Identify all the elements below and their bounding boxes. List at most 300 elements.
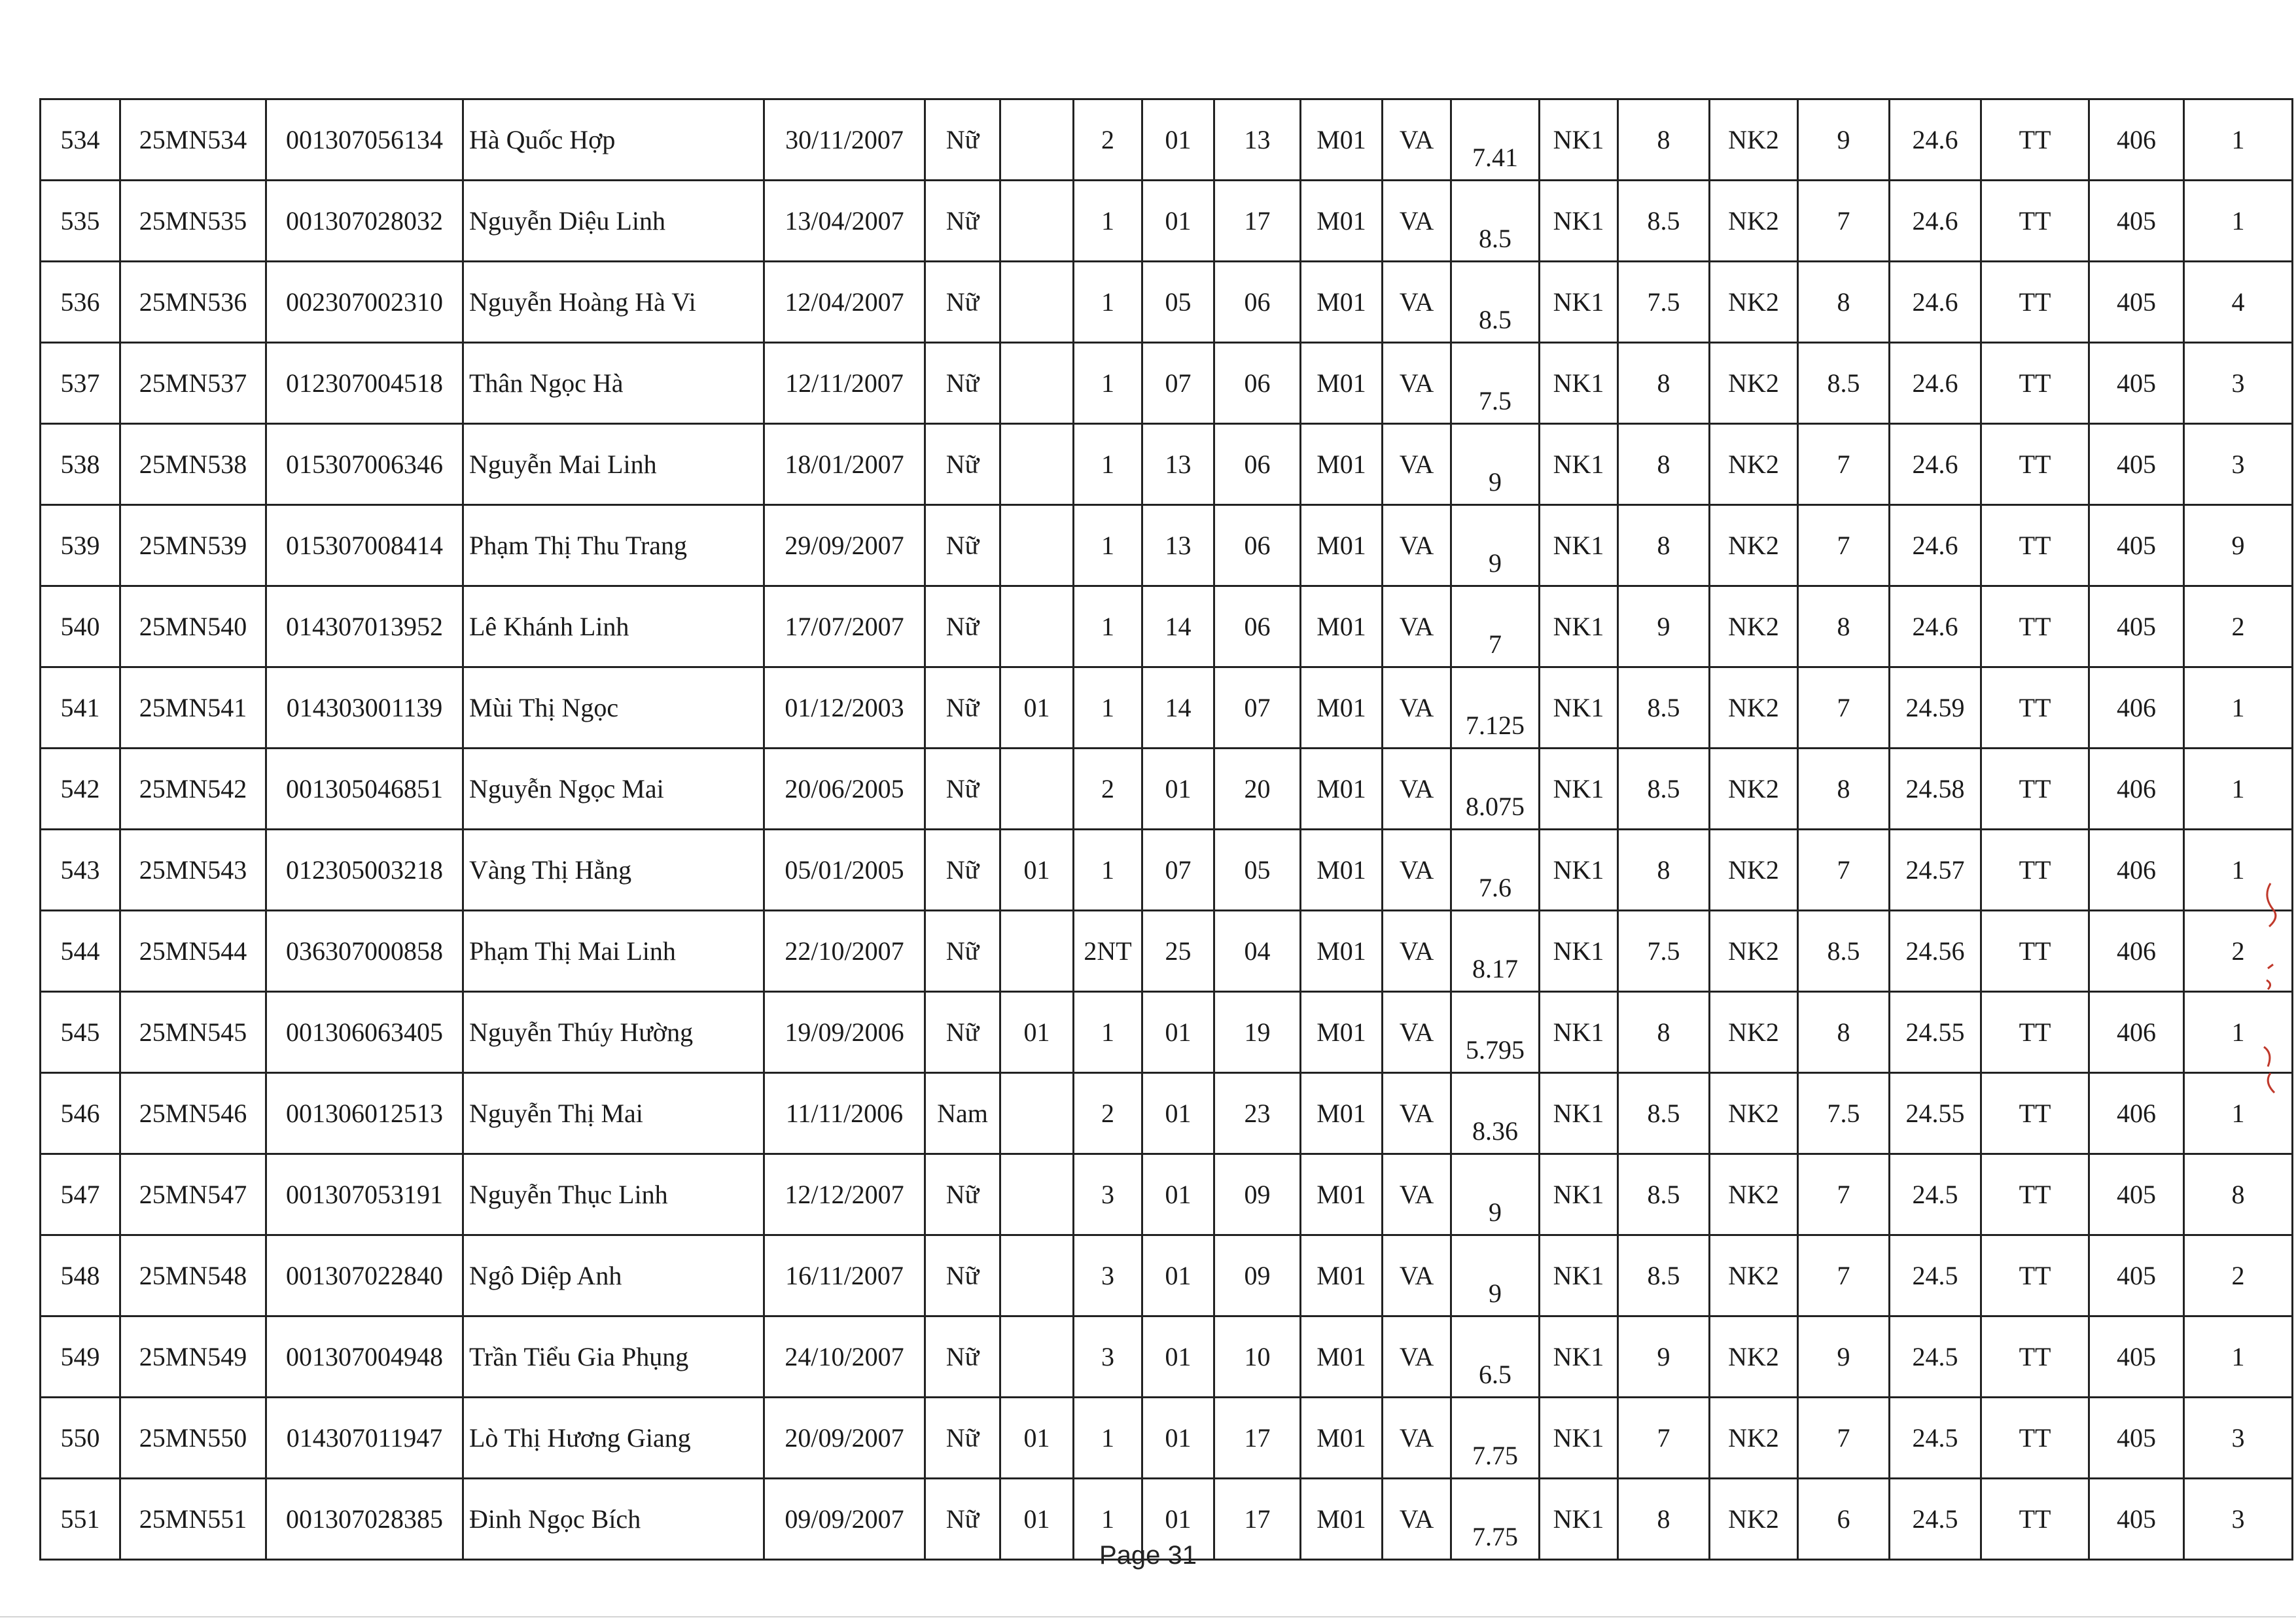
cell-district: 23 bbox=[1214, 1073, 1301, 1154]
cell-nk1-score: 8.5 bbox=[1618, 1073, 1710, 1154]
cell-order: 9 bbox=[2184, 505, 2293, 586]
cell-nk1-score: 8.5 bbox=[1618, 749, 1710, 830]
cell-total-score: 24.57 bbox=[1890, 830, 1981, 911]
cell-total-score: 24.6 bbox=[1890, 424, 1981, 505]
cell-va-score: 8.075 bbox=[1451, 749, 1540, 830]
cell-subject-combo: M01 bbox=[1301, 1235, 1383, 1316]
cell-sbd: 25MN536 bbox=[120, 262, 266, 343]
cell-nk1-label: NK1 bbox=[1540, 181, 1618, 262]
cell-room: 405 bbox=[2089, 343, 2184, 424]
cell-va-score: 9 bbox=[1451, 1154, 1540, 1235]
cell-sbd: 25MN544 bbox=[120, 911, 266, 992]
cell-nk1-label: NK1 bbox=[1540, 830, 1618, 911]
cell-area: 1 bbox=[1074, 667, 1142, 749]
cell-result: TT bbox=[1981, 1235, 2089, 1316]
table-row bbox=[41, 99, 2293, 181]
cell-nk2-label: NK2 bbox=[1710, 830, 1798, 911]
cell-order: 2 bbox=[2184, 586, 2293, 667]
cell-result: TT bbox=[1981, 586, 2089, 667]
cell-priority-object bbox=[1000, 181, 1074, 262]
cell-id-number: 001307028032 bbox=[266, 181, 463, 262]
cell-result: TT bbox=[1981, 343, 2089, 424]
cell-area: 3 bbox=[1074, 1316, 1142, 1398]
cell-va-label: VA bbox=[1383, 505, 1451, 586]
scan-edge-line bbox=[0, 1616, 2296, 1617]
cell-full-name: Nguyễn Diệu Linh bbox=[463, 181, 764, 262]
cell-subject-combo: M01 bbox=[1301, 830, 1383, 911]
cell-priority-object bbox=[1000, 424, 1074, 505]
cell-district: 13 bbox=[1214, 99, 1301, 181]
cell-order: 8 bbox=[2184, 1154, 2293, 1235]
cell-area: 1 bbox=[1074, 1398, 1142, 1479]
cell-nk2-label: NK2 bbox=[1710, 424, 1798, 505]
cell-stt: 535 bbox=[41, 181, 120, 262]
cell-nk2-label: NK2 bbox=[1710, 1479, 1798, 1560]
cell-subject-combo: M01 bbox=[1301, 911, 1383, 992]
cell-nk1-label: NK1 bbox=[1540, 1479, 1618, 1560]
cell-id-number: 001306012513 bbox=[266, 1073, 463, 1154]
cell-va-score: 7 bbox=[1451, 586, 1540, 667]
cell-id-number: 002307002310 bbox=[266, 262, 463, 343]
cell-id-number: 001307053191 bbox=[266, 1154, 463, 1235]
cell-order: 1 bbox=[2184, 181, 2293, 262]
cell-full-name: Nguyễn Thục Linh bbox=[463, 1154, 764, 1235]
cell-nk2-label: NK2 bbox=[1710, 262, 1798, 343]
cell-province: 01 bbox=[1142, 1154, 1214, 1235]
cell-va-score: 7.125 bbox=[1451, 667, 1540, 749]
cell-birth-date: 24/10/2007 bbox=[764, 1316, 925, 1398]
cell-order: 1 bbox=[2184, 1073, 2293, 1154]
cell-stt: 550 bbox=[41, 1398, 120, 1479]
cell-area: 2NT bbox=[1074, 911, 1142, 992]
cell-district: 06 bbox=[1214, 424, 1301, 505]
cell-gender: Nữ bbox=[925, 911, 1000, 992]
cell-sbd: 25MN549 bbox=[120, 1316, 266, 1398]
cell-result: TT bbox=[1981, 505, 2089, 586]
cell-va-label: VA bbox=[1383, 992, 1451, 1073]
cell-province: 05 bbox=[1142, 262, 1214, 343]
cell-district: 17 bbox=[1214, 1398, 1301, 1479]
cell-gender: Nữ bbox=[925, 749, 1000, 830]
cell-total-score: 24.5 bbox=[1890, 1316, 1981, 1398]
cell-province: 13 bbox=[1142, 505, 1214, 586]
cell-stt: 534 bbox=[41, 99, 120, 181]
cell-birth-date: 05/01/2005 bbox=[764, 830, 925, 911]
cell-subject-combo: M01 bbox=[1301, 586, 1383, 667]
cell-subject-combo: M01 bbox=[1301, 343, 1383, 424]
cell-priority-object bbox=[1000, 1073, 1074, 1154]
cell-result: TT bbox=[1981, 262, 2089, 343]
cell-order: 1 bbox=[2184, 992, 2293, 1073]
cell-va-label: VA bbox=[1383, 424, 1451, 505]
cell-district: 17 bbox=[1214, 1479, 1301, 1560]
cell-nk1-label: NK1 bbox=[1540, 586, 1618, 667]
table-row bbox=[41, 1073, 2293, 1154]
cell-subject-combo: M01 bbox=[1301, 1479, 1383, 1560]
cell-province: 01 bbox=[1142, 992, 1214, 1073]
cell-stt: 551 bbox=[41, 1479, 120, 1560]
cell-birth-date: 20/09/2007 bbox=[764, 1398, 925, 1479]
cell-total-score: 24.6 bbox=[1890, 343, 1981, 424]
cell-order: 1 bbox=[2184, 667, 2293, 749]
cell-result: TT bbox=[1981, 424, 2089, 505]
cell-district: 09 bbox=[1214, 1235, 1301, 1316]
cell-room: 405 bbox=[2089, 1154, 2184, 1235]
cell-gender: Nữ bbox=[925, 424, 1000, 505]
cell-result: TT bbox=[1981, 749, 2089, 830]
cell-room: 405 bbox=[2089, 586, 2184, 667]
cell-district: 06 bbox=[1214, 262, 1301, 343]
cell-nk1-label: NK1 bbox=[1540, 992, 1618, 1073]
cell-nk1-label: NK1 bbox=[1540, 424, 1618, 505]
table-row bbox=[41, 262, 2293, 343]
cell-va-score: 6.5 bbox=[1451, 1316, 1540, 1398]
cell-nk1-label: NK1 bbox=[1540, 99, 1618, 181]
cell-district: 05 bbox=[1214, 830, 1301, 911]
cell-nk2-score: 7 bbox=[1798, 1398, 1890, 1479]
cell-gender: Nữ bbox=[925, 1398, 1000, 1479]
cell-nk2-label: NK2 bbox=[1710, 992, 1798, 1073]
cell-va-label: VA bbox=[1383, 911, 1451, 992]
cell-nk2-label: NK2 bbox=[1710, 181, 1798, 262]
cell-room: 405 bbox=[2089, 505, 2184, 586]
cell-nk1-score: 8.5 bbox=[1618, 667, 1710, 749]
cell-district: 06 bbox=[1214, 586, 1301, 667]
cell-nk1-score: 7.5 bbox=[1618, 262, 1710, 343]
cell-district: 06 bbox=[1214, 505, 1301, 586]
cell-va-score: 8.36 bbox=[1451, 1073, 1540, 1154]
cell-va-label: VA bbox=[1383, 667, 1451, 749]
cell-full-name: Nguyễn Thúy Hường bbox=[463, 992, 764, 1073]
cell-total-score: 24.55 bbox=[1890, 1073, 1981, 1154]
cell-province: 01 bbox=[1142, 1073, 1214, 1154]
cell-va-label: VA bbox=[1383, 749, 1451, 830]
cell-priority-object: 01 bbox=[1000, 992, 1074, 1073]
cell-birth-date: 22/10/2007 bbox=[764, 911, 925, 992]
table-row bbox=[41, 343, 2293, 424]
cell-nk1-score: 8.5 bbox=[1618, 181, 1710, 262]
cell-nk2-label: NK2 bbox=[1710, 749, 1798, 830]
cell-va-label: VA bbox=[1383, 1398, 1451, 1479]
cell-result: TT bbox=[1981, 1073, 2089, 1154]
cell-nk2-label: NK2 bbox=[1710, 667, 1798, 749]
cell-gender: Nữ bbox=[925, 99, 1000, 181]
cell-full-name: Nguyễn Hoàng Hà Vi bbox=[463, 262, 764, 343]
cell-nk1-score: 8 bbox=[1618, 343, 1710, 424]
cell-va-label: VA bbox=[1383, 1073, 1451, 1154]
cell-result: TT bbox=[1981, 1479, 2089, 1560]
cell-id-number: 014307011947 bbox=[266, 1398, 463, 1479]
cell-order: 2 bbox=[2184, 1235, 2293, 1316]
cell-gender: Nữ bbox=[925, 262, 1000, 343]
cell-order: 1 bbox=[2184, 749, 2293, 830]
cell-va-score: 7.75 bbox=[1451, 1398, 1540, 1479]
cell-full-name: Lò Thị Hương Giang bbox=[463, 1398, 764, 1479]
cell-sbd: 25MN542 bbox=[120, 749, 266, 830]
cell-nk2-label: NK2 bbox=[1710, 99, 1798, 181]
cell-room: 406 bbox=[2089, 1073, 2184, 1154]
cell-area: 1 bbox=[1074, 505, 1142, 586]
cell-subject-combo: M01 bbox=[1301, 1073, 1383, 1154]
cell-total-score: 24.59 bbox=[1890, 667, 1981, 749]
cell-nk2-score: 7 bbox=[1798, 1235, 1890, 1316]
cell-order: 3 bbox=[2184, 1479, 2293, 1560]
cell-nk1-label: NK1 bbox=[1540, 911, 1618, 992]
cell-va-score: 8.5 bbox=[1451, 181, 1540, 262]
cell-nk2-score: 8.5 bbox=[1798, 343, 1890, 424]
cell-area: 2 bbox=[1074, 749, 1142, 830]
cell-stt: 536 bbox=[41, 262, 120, 343]
cell-gender: Nữ bbox=[925, 1154, 1000, 1235]
cell-va-label: VA bbox=[1383, 1316, 1451, 1398]
cell-nk2-score: 8.5 bbox=[1798, 911, 1890, 992]
cell-full-name: Phạm Thị Mai Linh bbox=[463, 911, 764, 992]
cell-priority-object bbox=[1000, 262, 1074, 343]
cell-va-score: 7.6 bbox=[1451, 830, 1540, 911]
cell-room: 405 bbox=[2089, 1479, 2184, 1560]
cell-nk1-score: 8 bbox=[1618, 424, 1710, 505]
cell-gender: Nữ bbox=[925, 667, 1000, 749]
cell-order: 1 bbox=[2184, 99, 2293, 181]
cell-subject-combo: M01 bbox=[1301, 424, 1383, 505]
cell-nk1-label: NK1 bbox=[1540, 749, 1618, 830]
cell-id-number: 001307028385 bbox=[266, 1479, 463, 1560]
cell-district: 20 bbox=[1214, 749, 1301, 830]
cell-birth-date: 12/04/2007 bbox=[764, 262, 925, 343]
cell-total-score: 24.6 bbox=[1890, 262, 1981, 343]
table-row bbox=[41, 1154, 2293, 1235]
cell-full-name: Đinh Ngọc Bích bbox=[463, 1479, 764, 1560]
cell-va-score: 9 bbox=[1451, 424, 1540, 505]
cell-total-score: 24.5 bbox=[1890, 1235, 1981, 1316]
cell-gender: Nữ bbox=[925, 181, 1000, 262]
cell-nk2-label: NK2 bbox=[1710, 1398, 1798, 1479]
cell-nk2-score: 7 bbox=[1798, 1154, 1890, 1235]
cell-gender: Nữ bbox=[925, 1316, 1000, 1398]
cell-nk1-label: NK1 bbox=[1540, 1235, 1618, 1316]
cell-priority-object: 01 bbox=[1000, 830, 1074, 911]
table-row bbox=[41, 992, 2293, 1073]
cell-full-name: Nguyễn Thị Mai bbox=[463, 1073, 764, 1154]
table-row bbox=[41, 667, 2293, 749]
cell-nk2-label: NK2 bbox=[1710, 1073, 1798, 1154]
cell-room: 405 bbox=[2089, 1235, 2184, 1316]
cell-id-number: 015307006346 bbox=[266, 424, 463, 505]
cell-full-name: Nguyễn Mai Linh bbox=[463, 424, 764, 505]
cell-nk2-label: NK2 bbox=[1710, 343, 1798, 424]
cell-va-label: VA bbox=[1383, 262, 1451, 343]
cell-nk2-score: 7 bbox=[1798, 667, 1890, 749]
cell-priority-object bbox=[1000, 343, 1074, 424]
cell-area: 3 bbox=[1074, 1235, 1142, 1316]
cell-order: 3 bbox=[2184, 1398, 2293, 1479]
cell-nk2-score: 7 bbox=[1798, 505, 1890, 586]
cell-stt: 549 bbox=[41, 1316, 120, 1398]
cell-priority-object bbox=[1000, 749, 1074, 830]
cell-total-score: 24.55 bbox=[1890, 992, 1981, 1073]
cell-nk1-score: 8 bbox=[1618, 505, 1710, 586]
cell-va-label: VA bbox=[1383, 1154, 1451, 1235]
cell-nk2-score: 8 bbox=[1798, 262, 1890, 343]
cell-province: 01 bbox=[1142, 181, 1214, 262]
cell-nk2-score: 7 bbox=[1798, 181, 1890, 262]
cell-birth-date: 13/04/2007 bbox=[764, 181, 925, 262]
cell-sbd: 25MN534 bbox=[120, 99, 266, 181]
cell-nk1-label: NK1 bbox=[1540, 1154, 1618, 1235]
cell-full-name: Hà Quốc Hợp bbox=[463, 99, 764, 181]
cell-order: 3 bbox=[2184, 343, 2293, 424]
cell-area: 1 bbox=[1074, 262, 1142, 343]
cell-result: TT bbox=[1981, 1154, 2089, 1235]
cell-nk1-score: 7.5 bbox=[1618, 911, 1710, 992]
cell-sbd: 25MN539 bbox=[120, 505, 266, 586]
cell-result: TT bbox=[1981, 1316, 2089, 1398]
cell-birth-date: 20/06/2005 bbox=[764, 749, 925, 830]
page-number: Page 31 bbox=[1099, 1541, 1197, 1570]
cell-province: 14 bbox=[1142, 586, 1214, 667]
cell-district: 07 bbox=[1214, 667, 1301, 749]
cell-id-number: 001307056134 bbox=[266, 99, 463, 181]
cell-total-score: 24.5 bbox=[1890, 1398, 1981, 1479]
cell-priority-object: 01 bbox=[1000, 1479, 1074, 1560]
cell-va-label: VA bbox=[1383, 586, 1451, 667]
cell-nk1-label: NK1 bbox=[1540, 1316, 1618, 1398]
cell-sbd: 25MN548 bbox=[120, 1235, 266, 1316]
cell-nk2-label: NK2 bbox=[1710, 1154, 1798, 1235]
cell-subject-combo: M01 bbox=[1301, 505, 1383, 586]
cell-province: 07 bbox=[1142, 830, 1214, 911]
cell-birth-date: 19/09/2006 bbox=[764, 992, 925, 1073]
cell-total-score: 24.56 bbox=[1890, 911, 1981, 992]
cell-order: 1 bbox=[2184, 1316, 2293, 1398]
cell-priority-object: 01 bbox=[1000, 667, 1074, 749]
table-row bbox=[41, 830, 2293, 911]
cell-province: 01 bbox=[1142, 749, 1214, 830]
cell-stt: 541 bbox=[41, 667, 120, 749]
cell-sbd: 25MN543 bbox=[120, 830, 266, 911]
cell-nk1-score: 8.5 bbox=[1618, 1154, 1710, 1235]
cell-province: 01 bbox=[1142, 1479, 1214, 1560]
cell-birth-date: 12/12/2007 bbox=[764, 1154, 925, 1235]
cell-area: 3 bbox=[1074, 1154, 1142, 1235]
cell-id-number: 012305003218 bbox=[266, 830, 463, 911]
cell-total-score: 24.58 bbox=[1890, 749, 1981, 830]
cell-va-score: 8.5 bbox=[1451, 262, 1540, 343]
table-row bbox=[41, 586, 2293, 667]
cell-id-number: 001305046851 bbox=[266, 749, 463, 830]
cell-order: 4 bbox=[2184, 262, 2293, 343]
cell-district: 06 bbox=[1214, 343, 1301, 424]
cell-va-label: VA bbox=[1383, 830, 1451, 911]
cell-room: 405 bbox=[2089, 262, 2184, 343]
cell-birth-date: 30/11/2007 bbox=[764, 99, 925, 181]
cell-nk2-score: 7 bbox=[1798, 830, 1890, 911]
table-row bbox=[41, 505, 2293, 586]
score-table bbox=[39, 98, 2293, 1561]
cell-nk1-label: NK1 bbox=[1540, 343, 1618, 424]
cell-province: 01 bbox=[1142, 1316, 1214, 1398]
cell-room: 406 bbox=[2089, 830, 2184, 911]
cell-birth-date: 18/01/2007 bbox=[764, 424, 925, 505]
cell-nk1-label: NK1 bbox=[1540, 262, 1618, 343]
cell-province: 01 bbox=[1142, 99, 1214, 181]
cell-province: 25 bbox=[1142, 911, 1214, 992]
cell-priority-object: 01 bbox=[1000, 1398, 1074, 1479]
cell-full-name: Thân Ngọc Hà bbox=[463, 343, 764, 424]
cell-birth-date: 09/09/2007 bbox=[764, 1479, 925, 1560]
cell-va-score: 7.75 bbox=[1451, 1479, 1540, 1560]
cell-result: TT bbox=[1981, 99, 2089, 181]
cell-id-number: 015307008414 bbox=[266, 505, 463, 586]
cell-gender: Nữ bbox=[925, 343, 1000, 424]
cell-total-score: 24.6 bbox=[1890, 586, 1981, 667]
cell-sbd: 25MN540 bbox=[120, 586, 266, 667]
cell-total-score: 24.6 bbox=[1890, 99, 1981, 181]
cell-nk2-label: NK2 bbox=[1710, 505, 1798, 586]
cell-district: 09 bbox=[1214, 1154, 1301, 1235]
table-body bbox=[41, 99, 2293, 1560]
cell-stt: 543 bbox=[41, 830, 120, 911]
cell-province: 13 bbox=[1142, 424, 1214, 505]
cell-subject-combo: M01 bbox=[1301, 1154, 1383, 1235]
cell-id-number: 036307000858 bbox=[266, 911, 463, 992]
cell-area: 2 bbox=[1074, 1073, 1142, 1154]
cell-total-score: 24.6 bbox=[1890, 181, 1981, 262]
cell-priority-object bbox=[1000, 1235, 1074, 1316]
table-row bbox=[41, 1235, 2293, 1316]
cell-stt: 544 bbox=[41, 911, 120, 992]
cell-nk1-label: NK1 bbox=[1540, 505, 1618, 586]
cell-stt: 539 bbox=[41, 505, 120, 586]
cell-nk2-score: 9 bbox=[1798, 99, 1890, 181]
cell-birth-date: 01/12/2003 bbox=[764, 667, 925, 749]
cell-district: 17 bbox=[1214, 181, 1301, 262]
cell-nk2-score: 6 bbox=[1798, 1479, 1890, 1560]
cell-id-number: 014303001139 bbox=[266, 667, 463, 749]
cell-order: 1 bbox=[2184, 830, 2293, 911]
cell-full-name: Mùi Thị Ngọc bbox=[463, 667, 764, 749]
cell-stt: 546 bbox=[41, 1073, 120, 1154]
cell-area: 1 bbox=[1074, 586, 1142, 667]
table-row bbox=[41, 424, 2293, 505]
cell-order: 2 bbox=[2184, 911, 2293, 992]
cell-id-number: 014307013952 bbox=[266, 586, 463, 667]
cell-room: 405 bbox=[2089, 424, 2184, 505]
cell-birth-date: 12/11/2007 bbox=[764, 343, 925, 424]
cell-nk1-score: 7 bbox=[1618, 1398, 1710, 1479]
cell-nk2-score: 8 bbox=[1798, 749, 1890, 830]
cell-full-name: Trần Tiểu Gia Phụng bbox=[463, 1316, 764, 1398]
cell-nk1-label: NK1 bbox=[1540, 667, 1618, 749]
cell-subject-combo: M01 bbox=[1301, 1398, 1383, 1479]
cell-area: 2 bbox=[1074, 99, 1142, 181]
cell-subject-combo: M01 bbox=[1301, 181, 1383, 262]
cell-nk2-label: NK2 bbox=[1710, 1316, 1798, 1398]
handwritten-margin-marks bbox=[2251, 870, 2290, 1158]
cell-nk1-score: 8.5 bbox=[1618, 1235, 1710, 1316]
cell-birth-date: 11/11/2006 bbox=[764, 1073, 925, 1154]
cell-stt: 547 bbox=[41, 1154, 120, 1235]
cell-room: 406 bbox=[2089, 911, 2184, 992]
cell-total-score: 24.6 bbox=[1890, 505, 1981, 586]
cell-stt: 537 bbox=[41, 343, 120, 424]
cell-sbd: 25MN551 bbox=[120, 1479, 266, 1560]
cell-nk1-score: 8 bbox=[1618, 1479, 1710, 1560]
cell-stt: 542 bbox=[41, 749, 120, 830]
cell-nk2-score: 8 bbox=[1798, 586, 1890, 667]
cell-birth-date: 17/07/2007 bbox=[764, 586, 925, 667]
cell-gender: Nam bbox=[925, 1073, 1000, 1154]
